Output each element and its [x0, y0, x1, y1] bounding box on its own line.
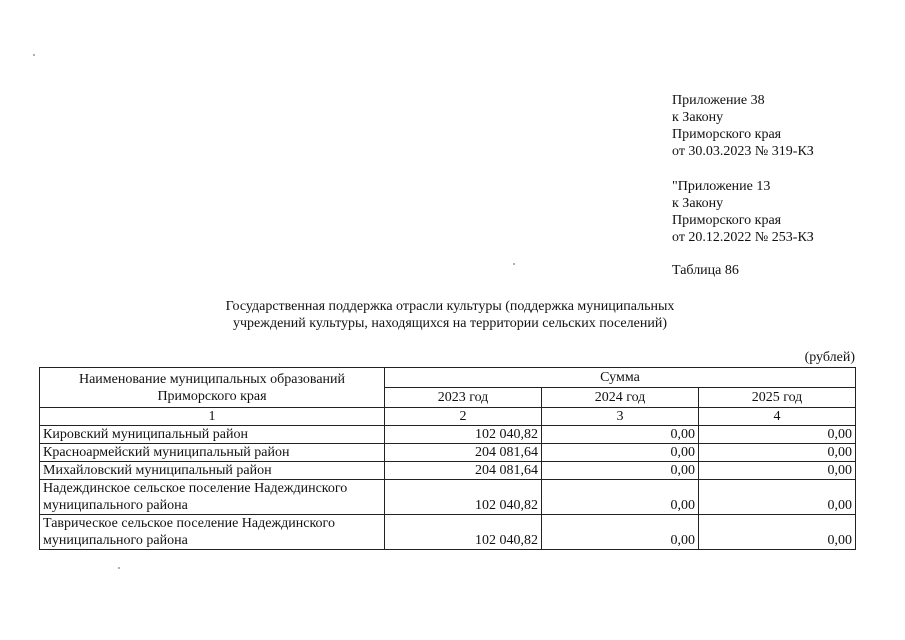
document-title	[150, 298, 750, 332]
title-line: учреждений культуры, находящихся на территории сельских поселений)	[233, 316, 667, 331]
annex-13-line: "Приложение 13	[672, 179, 771, 194]
annex-38-line: Приложение 38	[672, 93, 765, 108]
municipality-name: Красноармейский муниципальный район	[40, 444, 385, 462]
municipality-name-line: муниципального района	[43, 533, 188, 548]
column-header-name-line: Наименование муниципальных образований	[78, 372, 346, 387]
column-index-row	[40, 408, 856, 426]
amount-2025: 0,00	[699, 480, 856, 515]
scan-speck	[118, 567, 120, 569]
column-index: 3	[542, 408, 699, 426]
funding-table	[39, 367, 856, 550]
annex-38-line: от 30.03.2023 № 319-КЗ	[672, 144, 814, 159]
amount-2025: 0,00	[699, 426, 856, 444]
amount-2024: 0,00	[542, 462, 699, 480]
municipality-name: Кировский муниципальный район	[40, 426, 385, 444]
annex-38-reference	[672, 92, 814, 160]
column-index: 2	[385, 408, 542, 426]
amount-2023: 204 081,64	[385, 444, 542, 462]
column-header-sum: Сумма	[385, 368, 856, 388]
unit-label: (рублей)	[804, 350, 855, 365]
table-row	[40, 480, 856, 515]
column-header-name-line: Приморского края	[157, 389, 267, 404]
table-header-row	[40, 368, 856, 388]
amount-2025: 0,00	[699, 515, 856, 550]
table-row	[40, 426, 856, 444]
table-number: Таблица 86	[672, 263, 739, 278]
column-index: 1	[40, 408, 385, 426]
table-row	[40, 444, 856, 462]
scan-speck	[33, 54, 35, 56]
annex-13-line: к Закону	[672, 196, 724, 211]
amount-2023: 204 081,64	[385, 462, 542, 480]
scan-speck	[513, 263, 515, 265]
annex-38-line: Приморского края	[672, 127, 782, 142]
column-header-2023: 2023 год	[385, 388, 542, 408]
amount-2024: 0,00	[542, 444, 699, 462]
municipality-name: Михайловский муниципальный район	[40, 462, 385, 480]
amount-2024: 0,00	[542, 426, 699, 444]
column-index: 4	[699, 408, 856, 426]
amount-2025: 0,00	[699, 444, 856, 462]
table-row	[40, 515, 856, 550]
table-row	[40, 462, 856, 480]
title-line: Государственная поддержка отрасли культуры (поддержка муниципальных	[225, 299, 675, 314]
amount-2023: 102 040,82	[385, 426, 542, 444]
municipality-name	[40, 480, 385, 515]
annex-13-reference	[672, 178, 814, 246]
annex-38-line: к Закону	[672, 110, 724, 125]
amount-2023: 102 040,82	[385, 480, 542, 515]
column-header-2024: 2024 год	[542, 388, 699, 408]
municipality-name-line: муниципального района	[43, 498, 188, 513]
municipality-name-line: Надеждинское сельское поселение Надеждинского	[43, 481, 348, 496]
municipality-name	[40, 515, 385, 550]
annex-13-line: Приморского края	[672, 213, 782, 228]
annex-13-line: от 20.12.2022 № 253-КЗ	[672, 230, 814, 245]
column-header-2025: 2025 год	[699, 388, 856, 408]
municipality-name-line: Таврическое сельское поселение Надеждинского	[43, 516, 335, 531]
amount-2024: 0,00	[542, 480, 699, 515]
amount-2023: 102 040,82	[385, 515, 542, 550]
amount-2024: 0,00	[542, 515, 699, 550]
column-header-name	[40, 368, 385, 408]
amount-2025: 0,00	[699, 462, 856, 480]
